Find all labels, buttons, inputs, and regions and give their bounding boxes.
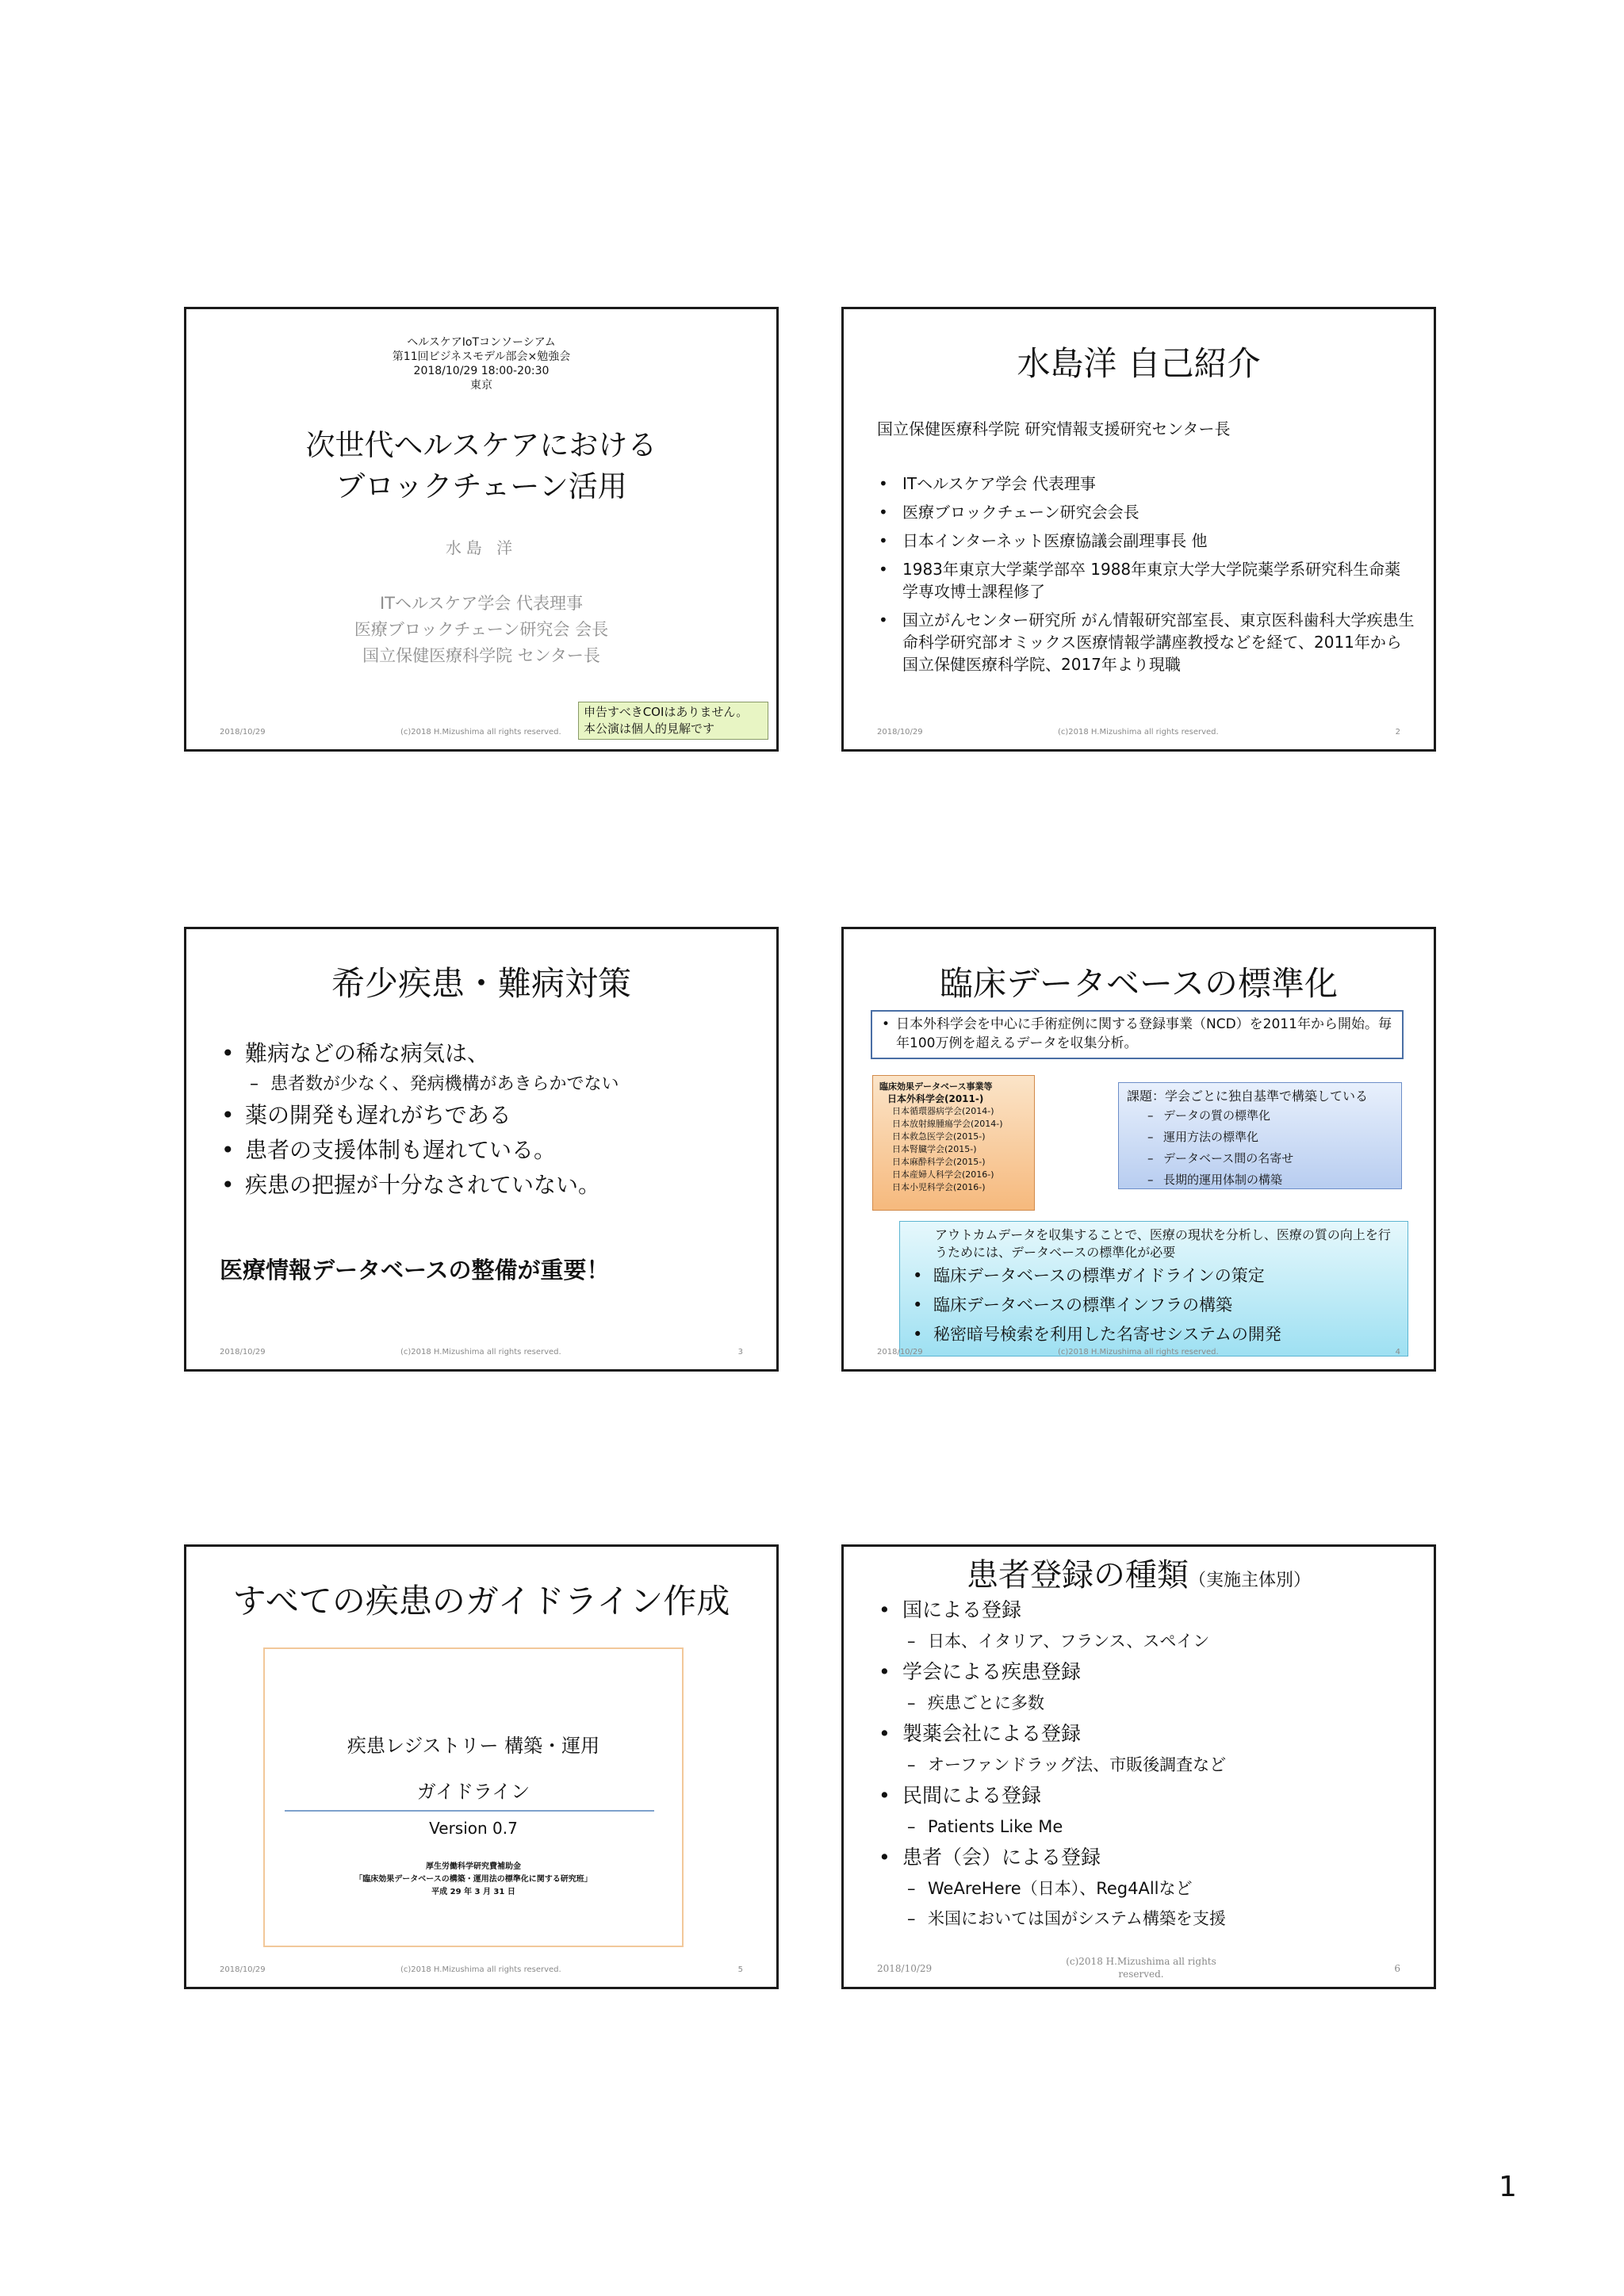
doc-funding: 厚生労働科学研究費補助金: [426, 1862, 521, 1871]
slide-copyright: (c)2018 H.Mizushima all rights reserved.: [400, 728, 561, 737]
slide-2: [841, 307, 1436, 752]
list-item: • 1983年東京大学薬学部卒 1988年東京大学大学院薬学系研究科生命薬学専攻博士課程修了: [877, 558, 1416, 603]
list-item: • 学会による疾患登録: [877, 1656, 1416, 1688]
coi-line-1: 申告すべきCOIはありません。: [584, 705, 749, 719]
list-item: • ITヘルスケア学会 代表理事: [877, 473, 1416, 495]
slide-date: 2018/10/29: [220, 1965, 266, 1974]
doc-title-line-2: ガイドライン: [416, 1781, 530, 1803]
list-item: • 医療ブロックチェーン研究会会長: [877, 501, 1416, 523]
slide-title-note: （実施主体別）: [1188, 1571, 1311, 1590]
slide-4: [841, 927, 1436, 1372]
doc-credits: [265, 1861, 682, 1899]
society-item: 日本循環器病学会(2014-): [892, 1106, 994, 1116]
slide-3: [184, 927, 779, 1372]
list-item: • 難病などの稀な病気は、: [220, 1036, 759, 1071]
slide-title: 臨床データベースの標準化: [940, 964, 1338, 1003]
list-subitem: – 患者数が少なく、発病機構があきらかでない: [220, 1071, 759, 1098]
page-number: 1: [1499, 2171, 1517, 2203]
list-subitem: – 米国においては国がシステム構築を支援: [877, 1904, 1416, 1934]
slide-title: 水島洋 自己紹介: [1017, 344, 1261, 383]
slide-date: 2018/10/29: [877, 1348, 923, 1357]
coi-line-2: 本公演は個人的見解です: [584, 721, 715, 736]
issues-header: 課題：学会ごとに独自基準で構築している: [1127, 1089, 1369, 1104]
slide-copyright: (c)2018 H.Mizushima all rights reserved.: [1058, 1348, 1219, 1357]
list-item: • 疾患の把握が十分なされていない。: [220, 1168, 759, 1203]
list-subitem: – WeAreHere（日本）、Reg4Allなど: [877, 1873, 1416, 1904]
society-item: 日本麻酔科学会(2015-): [892, 1157, 986, 1167]
doc-date: 平成 29 年 3 月 31 日: [431, 1888, 515, 1896]
event-name: ヘルスケアIoTコンソーシアム: [407, 336, 556, 349]
slide-title: すべての疾患のガイドライン作成: [232, 1582, 730, 1621]
list-subitem: – Patients Like Me: [877, 1812, 1416, 1842]
list-item: • 民間による登録: [877, 1780, 1416, 1812]
outcome-item: • 臨床データベースの標準ガイドラインの策定: [908, 1261, 1400, 1291]
slide-copyright: (c)2018 H.Mizushima all rights reserved.: [1066, 1956, 1216, 1980]
slide-date: 2018/10/29: [220, 1348, 266, 1357]
list-subitem: – 疾患ごとに多数: [877, 1688, 1416, 1718]
society-item: 日本救急医学会(2015-): [892, 1131, 986, 1142]
slide-title: [844, 1550, 1434, 1595]
list-subitem: – オーファンドラッグ法、市販後調査など: [877, 1750, 1416, 1780]
slide-date: 2018/10/29: [877, 1963, 933, 1974]
list-subitem: – 日本、イタリア、フランス、スペイン: [877, 1626, 1416, 1656]
slide-6: [841, 1544, 1436, 1989]
issue-item: – 長期的運用体制の構築: [1127, 1169, 1393, 1191]
slide-copyright: (c)2018 H.Mizushima all rights reserved.: [400, 1965, 561, 1974]
list-item: • 薬の開発も遅れがちである: [220, 1098, 759, 1133]
slide-5: [184, 1544, 779, 1989]
societies-header: 臨床効果データベース事業等: [879, 1081, 993, 1092]
outcome-box: [899, 1221, 1408, 1357]
rare-disease-list: [220, 1036, 759, 1203]
list-item: • 国立がんセンター研究所 がん情報研究部室長、東京医科歯科大学疾患生命科学研究部オミックス医療情報学講座教授などを経て、2011年から国立保健医療科学院、2017年より現職: [877, 609, 1416, 675]
registry-types-list: [877, 1594, 1416, 1934]
slide-date: 2018/10/29: [220, 728, 266, 737]
slide-copyright: (c)2018 H.Mizushima all rights reserved.: [1058, 728, 1219, 737]
list-item: • 患者の支援体制も遅れている。: [220, 1133, 759, 1168]
list-item: • 国による登録: [877, 1594, 1416, 1626]
slide-number: 6: [1394, 1963, 1400, 1974]
outcome-item: • 臨床データベースの標準インフラの構築: [908, 1291, 1400, 1320]
slide-number: 4: [1395, 1348, 1400, 1357]
slide-number: 3: [737, 1348, 743, 1357]
issues-box: [1118, 1082, 1402, 1189]
event-location: 東京: [470, 379, 492, 392]
slide-number: 2: [1395, 728, 1400, 737]
society-item: 日本腎臓学会(2015-): [892, 1144, 977, 1154]
slide-title-main: 患者登録の種類: [966, 1557, 1189, 1594]
title-line-1: 次世代ヘルスケアにおける: [305, 428, 657, 462]
outcome-item: • 秘密暗号検索を利用した名寄せシステムの開発: [908, 1320, 1400, 1349]
role-3: 国立保健医療科学院 センター長: [362, 646, 600, 665]
doc-title-line-1: 疾患レジストリー 構築・運用: [347, 1735, 600, 1757]
key-message: 医療情報データベースの整備が重要！: [220, 1257, 610, 1284]
role-2: 医療ブロックチェーン研究会 会長: [354, 620, 609, 639]
list-item: • 日本インターネット医療協議会副理事長 他: [877, 530, 1416, 552]
coi-notice: [578, 702, 768, 740]
slide-title: 希少疾患・難病対策: [331, 964, 631, 1003]
issue-item: – データの質の標準化: [1127, 1105, 1393, 1127]
guideline-document-image: [263, 1647, 684, 1947]
ncd-box: • 日本外科学会を中心に手術症例に関する登録事業（NCD）を2011年から開始。毎年100万例を超えるデータを収集分析。: [871, 1010, 1404, 1059]
list-item: • 製薬会社による登録: [877, 1718, 1416, 1750]
event-session: 第11回ビジネスモデル部会×勉強会: [392, 350, 571, 363]
doc-project: 「臨床効果データベースの構築・運用法の標準化に関する研究班」: [354, 1875, 592, 1884]
societies-box: [872, 1075, 1035, 1211]
society-item: 日本産婦人科学会(2016-): [892, 1169, 994, 1180]
slide-date: 2018/10/29: [877, 728, 923, 737]
presentation-title: [186, 425, 776, 507]
doc-version: Version 0.7: [429, 1819, 518, 1838]
author-name: 水島 洋: [445, 538, 518, 557]
list-item: • 患者（会）による登録: [877, 1842, 1416, 1873]
slide-number: 5: [737, 1965, 743, 1974]
event-info: [186, 335, 776, 392]
slide-1: [184, 307, 779, 752]
slide-copyright: (c)2018 H.Mizushima all rights reserved.: [400, 1348, 561, 1357]
bio-list: [877, 473, 1416, 682]
society-item: 日本外科学会(2011-): [887, 1093, 984, 1104]
society-item: 日本小児科学会(2016-): [892, 1182, 986, 1192]
society-item: 日本放射線腫瘍学会(2014-): [892, 1119, 1003, 1129]
doc-divider: [285, 1810, 654, 1812]
issue-item: – 運用方法の標準化: [1127, 1127, 1393, 1148]
affiliation: 国立保健医療科学院 研究情報支援研究センター長: [877, 419, 1231, 438]
author-roles: [186, 591, 776, 669]
event-datetime: 2018/10/29 18:00-20:30: [413, 365, 550, 377]
issue-item: – データベース間の名寄せ: [1127, 1148, 1393, 1169]
role-1: ITヘルスケア学会 代表理事: [379, 594, 584, 613]
outcome-header: アウトカムデータを収集することで、医療の現状を分析し、医療の質の向上を行うためには、データベースの標準化が必要: [935, 1227, 1391, 1260]
title-line-2: ブロックチェーン活用: [335, 469, 627, 503]
